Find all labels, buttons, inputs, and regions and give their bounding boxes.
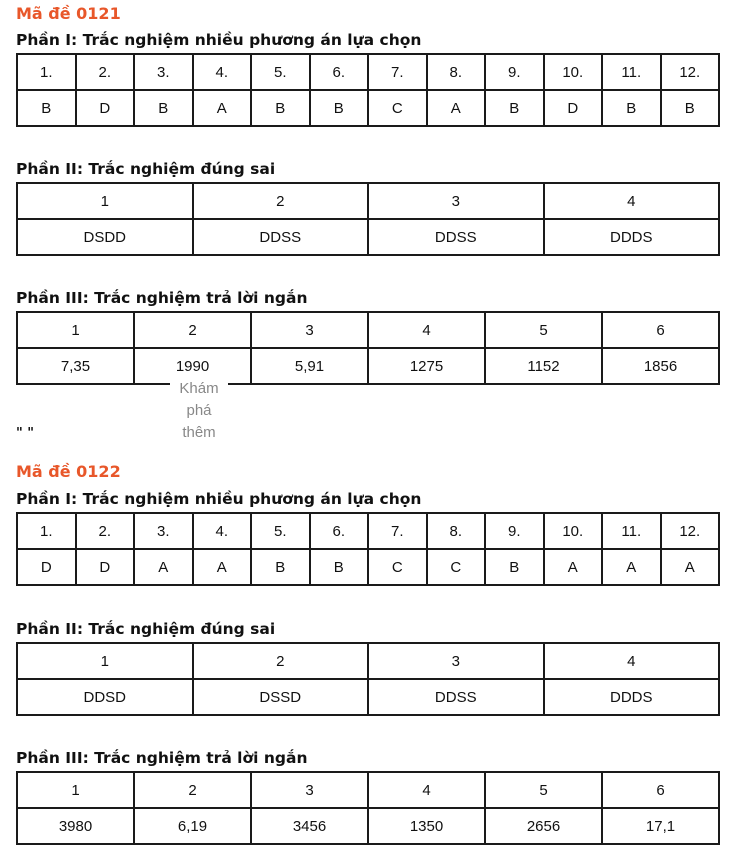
- answer-cell: 17,1: [602, 808, 719, 844]
- answer-row: [17, 549, 719, 585]
- answer-cell: 1275: [368, 348, 485, 384]
- answer-row: [17, 348, 719, 384]
- question-number: 9.: [485, 54, 544, 90]
- answer-cell: A: [427, 90, 486, 126]
- answer-cell: A: [193, 90, 252, 126]
- question-number-row: [17, 643, 719, 679]
- question-number-row: [17, 183, 719, 219]
- answer-cell: B: [134, 90, 193, 126]
- question-number: 3: [368, 183, 544, 219]
- answer-cell: DSDD: [17, 219, 193, 255]
- answer-cell: B: [485, 90, 544, 126]
- answer-row: [17, 90, 719, 126]
- part2-answer-table: [16, 182, 720, 256]
- explore-more-label: Khám phá thêm: [179, 380, 219, 441]
- question-number: 7.: [368, 54, 427, 90]
- question-number: 1.: [17, 513, 76, 549]
- answer-cell: DDSS: [368, 679, 544, 715]
- question-number: 7.: [368, 513, 427, 549]
- answer-cell: DDSS: [193, 219, 369, 255]
- answer-cell: B: [251, 549, 310, 585]
- answer-cell: 5,91: [251, 348, 368, 384]
- answer-cell: B: [251, 90, 310, 126]
- quote-mark: " ": [16, 426, 35, 441]
- answer-cell: C: [368, 90, 427, 126]
- answer-cell: 1856: [602, 348, 719, 384]
- answer-cell: 1152: [485, 348, 602, 384]
- question-number: 1: [17, 643, 193, 679]
- question-number: 6.: [310, 54, 369, 90]
- answer-cell: A: [134, 549, 193, 585]
- question-number: 1: [17, 772, 134, 808]
- answer-cell: 1350: [368, 808, 485, 844]
- question-number: 8.: [427, 513, 486, 549]
- question-number: 1: [17, 312, 134, 348]
- question-number: 2: [193, 643, 369, 679]
- answer-cell: 1990: [134, 348, 251, 384]
- answer-cell: B: [661, 90, 720, 126]
- question-number: 3: [251, 772, 368, 808]
- question-number: 4.: [193, 54, 252, 90]
- answer-cell: 7,35: [17, 348, 134, 384]
- part3-title: Phần III: Trắc nghiệm trả lời ngắn: [16, 749, 308, 767]
- question-number: 2.: [76, 54, 135, 90]
- question-number: 4: [544, 643, 720, 679]
- question-number: 1.: [17, 54, 76, 90]
- question-number: 11.: [602, 513, 661, 549]
- exam-code-title: Mã đề 0122: [16, 462, 121, 481]
- answer-cell: C: [368, 549, 427, 585]
- part2-title: Phần II: Trắc nghiệm đúng sai: [16, 620, 276, 638]
- answer-cell: DDDS: [544, 219, 720, 255]
- answer-cell: A: [602, 549, 661, 585]
- question-number: 12.: [661, 513, 720, 549]
- question-number: 5: [485, 772, 602, 808]
- answer-cell: DDSS: [368, 219, 544, 255]
- answer-cell: B: [310, 549, 369, 585]
- part2-title: Phần II: Trắc nghiệm đúng sai: [16, 160, 276, 178]
- answer-row: [17, 808, 719, 844]
- part3-title: Phần III: Trắc nghiệm trả lời ngắn: [16, 289, 308, 307]
- answer-cell: D: [76, 90, 135, 126]
- answer-cell: A: [193, 549, 252, 585]
- question-number-row: [17, 772, 719, 808]
- question-number: 4.: [193, 513, 252, 549]
- answer-cell: A: [661, 549, 720, 585]
- answer-cell: 3456: [251, 808, 368, 844]
- question-number: 11.: [602, 54, 661, 90]
- answer-cell: DDSD: [17, 679, 193, 715]
- question-number: 9.: [485, 513, 544, 549]
- answer-cell: A: [544, 549, 603, 585]
- question-number: 6.: [310, 513, 369, 549]
- question-number: 1: [17, 183, 193, 219]
- question-number-row: [17, 312, 719, 348]
- question-number: 10.: [544, 513, 603, 549]
- question-number: 2: [134, 312, 251, 348]
- question-number: 5.: [251, 513, 310, 549]
- question-number: 4: [544, 183, 720, 219]
- answer-cell: DDDS: [544, 679, 720, 715]
- question-number: 5: [485, 312, 602, 348]
- question-number: 4: [368, 772, 485, 808]
- question-number: 2: [193, 183, 369, 219]
- part3-answer-table: [16, 311, 720, 385]
- answer-row: [17, 679, 719, 715]
- part3-answer-table: [16, 771, 720, 845]
- question-number: 2.: [76, 513, 135, 549]
- answer-cell: DSSD: [193, 679, 369, 715]
- answer-cell: B: [310, 90, 369, 126]
- question-number: 6: [602, 772, 719, 808]
- question-number: 3: [251, 312, 368, 348]
- explore-more-link[interactable]: [170, 378, 228, 444]
- part1-title: Phần I: Trắc nghiệm nhiều phương án lựa chọn: [16, 31, 422, 49]
- part1-answer-table: [16, 512, 720, 586]
- question-number: 3.: [134, 54, 193, 90]
- part1-title: Phần I: Trắc nghiệm nhiều phương án lựa chọn: [16, 490, 422, 508]
- question-number: 6: [602, 312, 719, 348]
- question-number: 2: [134, 772, 251, 808]
- question-number-row: [17, 513, 719, 549]
- question-number: 4: [368, 312, 485, 348]
- answer-cell: 2656: [485, 808, 602, 844]
- answer-cell: C: [427, 549, 486, 585]
- answer-cell: D: [17, 549, 76, 585]
- question-number: 3.: [134, 513, 193, 549]
- question-number: 5.: [251, 54, 310, 90]
- part1-answer-table: [16, 53, 720, 127]
- answer-cell: B: [485, 549, 544, 585]
- answer-cell: D: [76, 549, 135, 585]
- question-number: 8.: [427, 54, 486, 90]
- exam-code-title: Mã đề 0121: [16, 4, 121, 23]
- answer-cell: D: [544, 90, 603, 126]
- question-number: 10.: [544, 54, 603, 90]
- answer-cell: B: [17, 90, 76, 126]
- question-number: 12.: [661, 54, 720, 90]
- answer-row: [17, 219, 719, 255]
- question-number-row: [17, 54, 719, 90]
- answer-cell: 6,19: [134, 808, 251, 844]
- part2-answer-table: [16, 642, 720, 716]
- question-number: 3: [368, 643, 544, 679]
- answer-cell: B: [602, 90, 661, 126]
- answer-cell: 3980: [17, 808, 134, 844]
